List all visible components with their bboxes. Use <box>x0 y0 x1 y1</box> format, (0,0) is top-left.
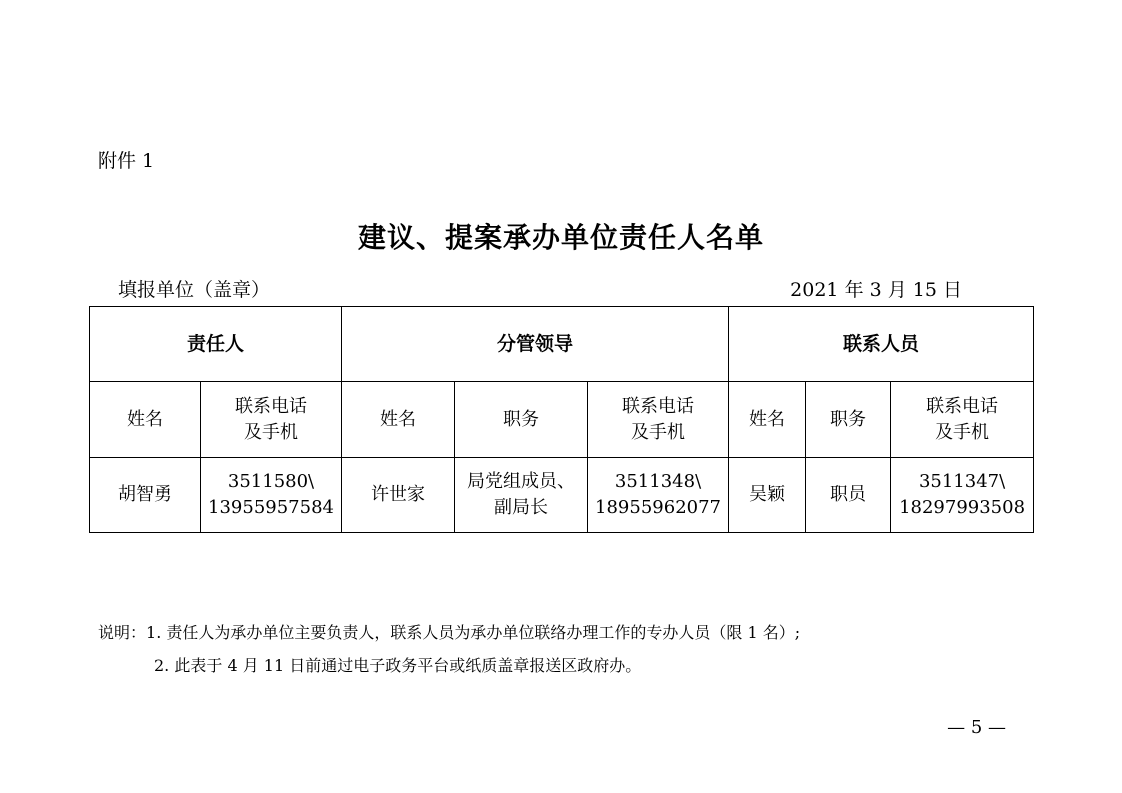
subheader-responsible-name: 姓名 <box>90 382 201 458</box>
responsible-office-phone: 3511580\ <box>227 471 315 492</box>
responsible-mobile: 13955957584 <box>208 497 334 518</box>
leader-name-cell: 许世家 <box>342 458 455 533</box>
table-subheader-row <box>90 382 1034 458</box>
subheader-responsible-phone <box>201 382 342 458</box>
subheader-contact-phone <box>891 382 1034 458</box>
leader-phone-cell <box>588 458 729 533</box>
attachment-label: 附件 1 <box>98 150 155 172</box>
leader-position-line2: 副局长 <box>494 497 549 518</box>
note-text-1: 1. 责任人为承办单位主要负责人，联系人员为承办单位联络办理工作的专办人员（限 1 名）; <box>146 623 801 642</box>
phone-header-line1: 联系电话 <box>235 395 307 417</box>
notes-section <box>98 622 800 677</box>
leader-mobile: 18955962077 <box>595 497 722 518</box>
subheader-contact-name: 姓名 <box>729 382 806 458</box>
notes-prefix: 说明： <box>98 623 147 642</box>
subheader-contact-position: 职务 <box>806 382 891 458</box>
leader-position-cell <box>455 458 588 533</box>
note-item-2: 2. 此表于 4 月 11 日前通过电子政务平台或纸质盖章报送区政府办。 <box>154 656 642 675</box>
subheader-leader-phone <box>588 382 729 458</box>
document-title: 建议、提案承办单位责任人名单 <box>357 221 764 254</box>
contact-mobile: 18297993508 <box>899 497 1026 518</box>
contact-phone-cell <box>891 458 1034 533</box>
group-header-contact: 联系人员 <box>729 307 1034 382</box>
leader-office-phone: 3511348\ <box>614 471 702 492</box>
page-number: — 5 — <box>947 717 1006 738</box>
filling-unit-label: 填报单位（盖章） <box>118 279 271 301</box>
subheader-leader-name: 姓名 <box>342 382 455 458</box>
contact-name-cell: 吴颖 <box>729 458 806 533</box>
phone-header-line1: 联系电话 <box>622 395 695 417</box>
contact-position-cell: 职员 <box>806 458 891 533</box>
phone-header-line2: 及手机 <box>244 421 298 443</box>
table-row <box>90 458 1034 533</box>
responsible-persons-table <box>89 306 1034 533</box>
leader-position-line1: 局党组成员、 <box>467 471 576 492</box>
fill-date: 2021 年 3 月 15 日 <box>790 279 962 301</box>
phone-header-line2: 及手机 <box>631 421 686 443</box>
phone-header-line2: 及手机 <box>935 421 990 443</box>
subheader-leader-position: 职务 <box>455 382 588 458</box>
group-header-responsible: 责任人 <box>90 307 342 382</box>
responsible-name-cell: 胡智勇 <box>90 458 201 533</box>
responsible-phone-cell <box>201 458 342 533</box>
group-header-leader: 分管领导 <box>342 307 729 382</box>
contact-office-phone: 3511347\ <box>918 471 1006 492</box>
note-item-1 <box>98 622 800 644</box>
phone-header-line1: 联系电话 <box>926 395 999 417</box>
table-group-header-row <box>90 307 1034 382</box>
